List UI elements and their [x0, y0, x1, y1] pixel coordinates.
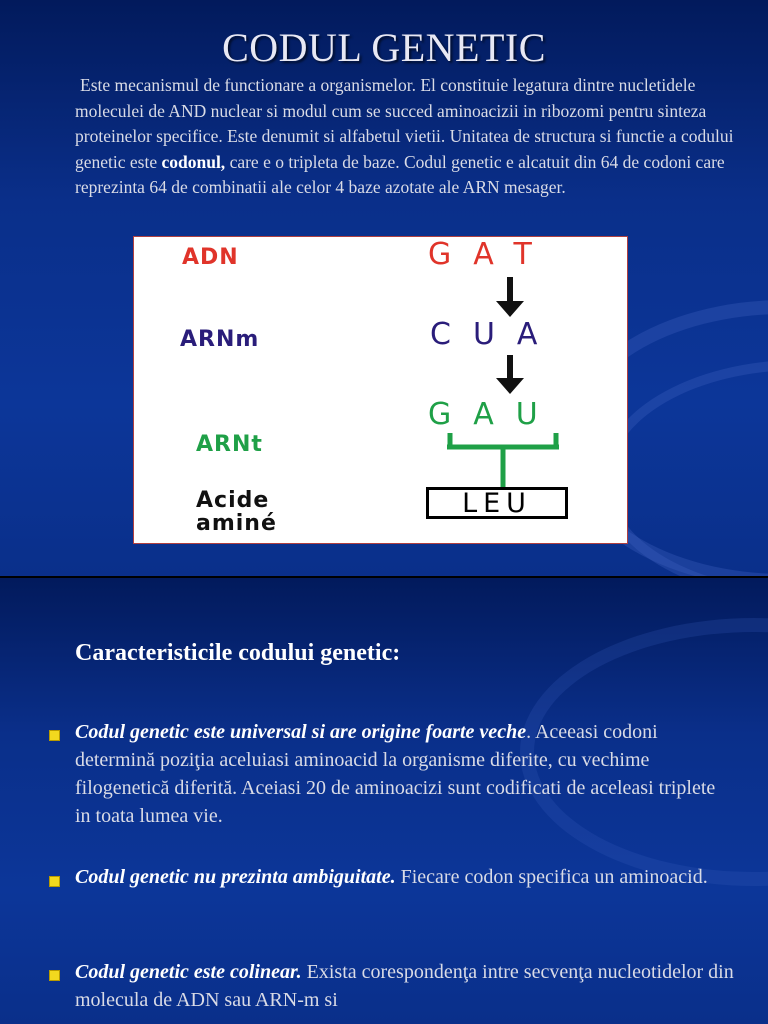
intro-text-continued: care e o tripleta de baze. Codul genetic e alcatuit din 64 de codoni care reprezinta 64 de combinatii ale celor 4 baze azotate ale ARN mesager. [75, 151, 725, 198]
intro-paragraph [75, 73, 735, 201]
amino-acid-box: LEU [426, 487, 568, 519]
bullet-icon [49, 876, 60, 887]
bullet-text: . Aceeasi codoni determină poziţia aceluiasi aminoacid la organisme diferite, cu vechime filogenetică diferită. Aceiasi 20 de aminoacizi sunt codificati de aceleasi triplete in toata lumea vie. [75, 721, 716, 827]
bullet-lead: Codul genetic este universal si are origine foarte veche [75, 721, 527, 743]
bullet-item [75, 958, 735, 1014]
bullet-lead: Codul genetic este colinear. [75, 961, 302, 983]
adn-bases: GAT [428, 237, 554, 272]
bullet-item [75, 863, 735, 891]
amino-acids-label-line2: aminé [196, 511, 277, 536]
intro-bold-term: codonul, [161, 151, 226, 172]
down-arrow-icon [496, 277, 524, 317]
bullet-text: Exista corespondenţa intre secvenţa nucleotidelor din molecula de ADN sau ARN-m si [75, 961, 734, 1011]
amino-acids-label-line1: Acide [196, 488, 270, 513]
bullet-item [75, 718, 735, 830]
bullet-icon [49, 970, 60, 981]
anticodon-connector [447, 433, 559, 487]
intro-text: Este mecanismul de functionare a organismelor. El constituie legatura dintre nucletidele moleculei de AND nuclear si modul cum se succed aminoacizii in ribozomi pentru sinteza proteinelor specifice. Este denumit si alfabetul vietii. Unitatea de structura si functie a codului genetic este [75, 75, 734, 172]
bullet-icon [49, 730, 60, 741]
arnm-bases: CUA [430, 317, 560, 352]
adn-label: ADN [182, 245, 239, 270]
bullet-lead: Codul genetic nu prezinta ambiguitate. [75, 866, 396, 888]
arnm-label: ARNm [180, 327, 260, 352]
arnt-label: ARNt [196, 432, 263, 457]
genetic-code-diagram [133, 236, 628, 544]
characteristics-heading: Caracteristicile codului genetic: [75, 640, 401, 666]
bullet-text: Fiecare codon specifica un aminoacid. [395, 866, 708, 888]
arnt-bases: GAU [428, 397, 560, 432]
slide-title: CODUL GENETIC [222, 25, 546, 70]
down-arrow-icon [496, 355, 524, 394]
